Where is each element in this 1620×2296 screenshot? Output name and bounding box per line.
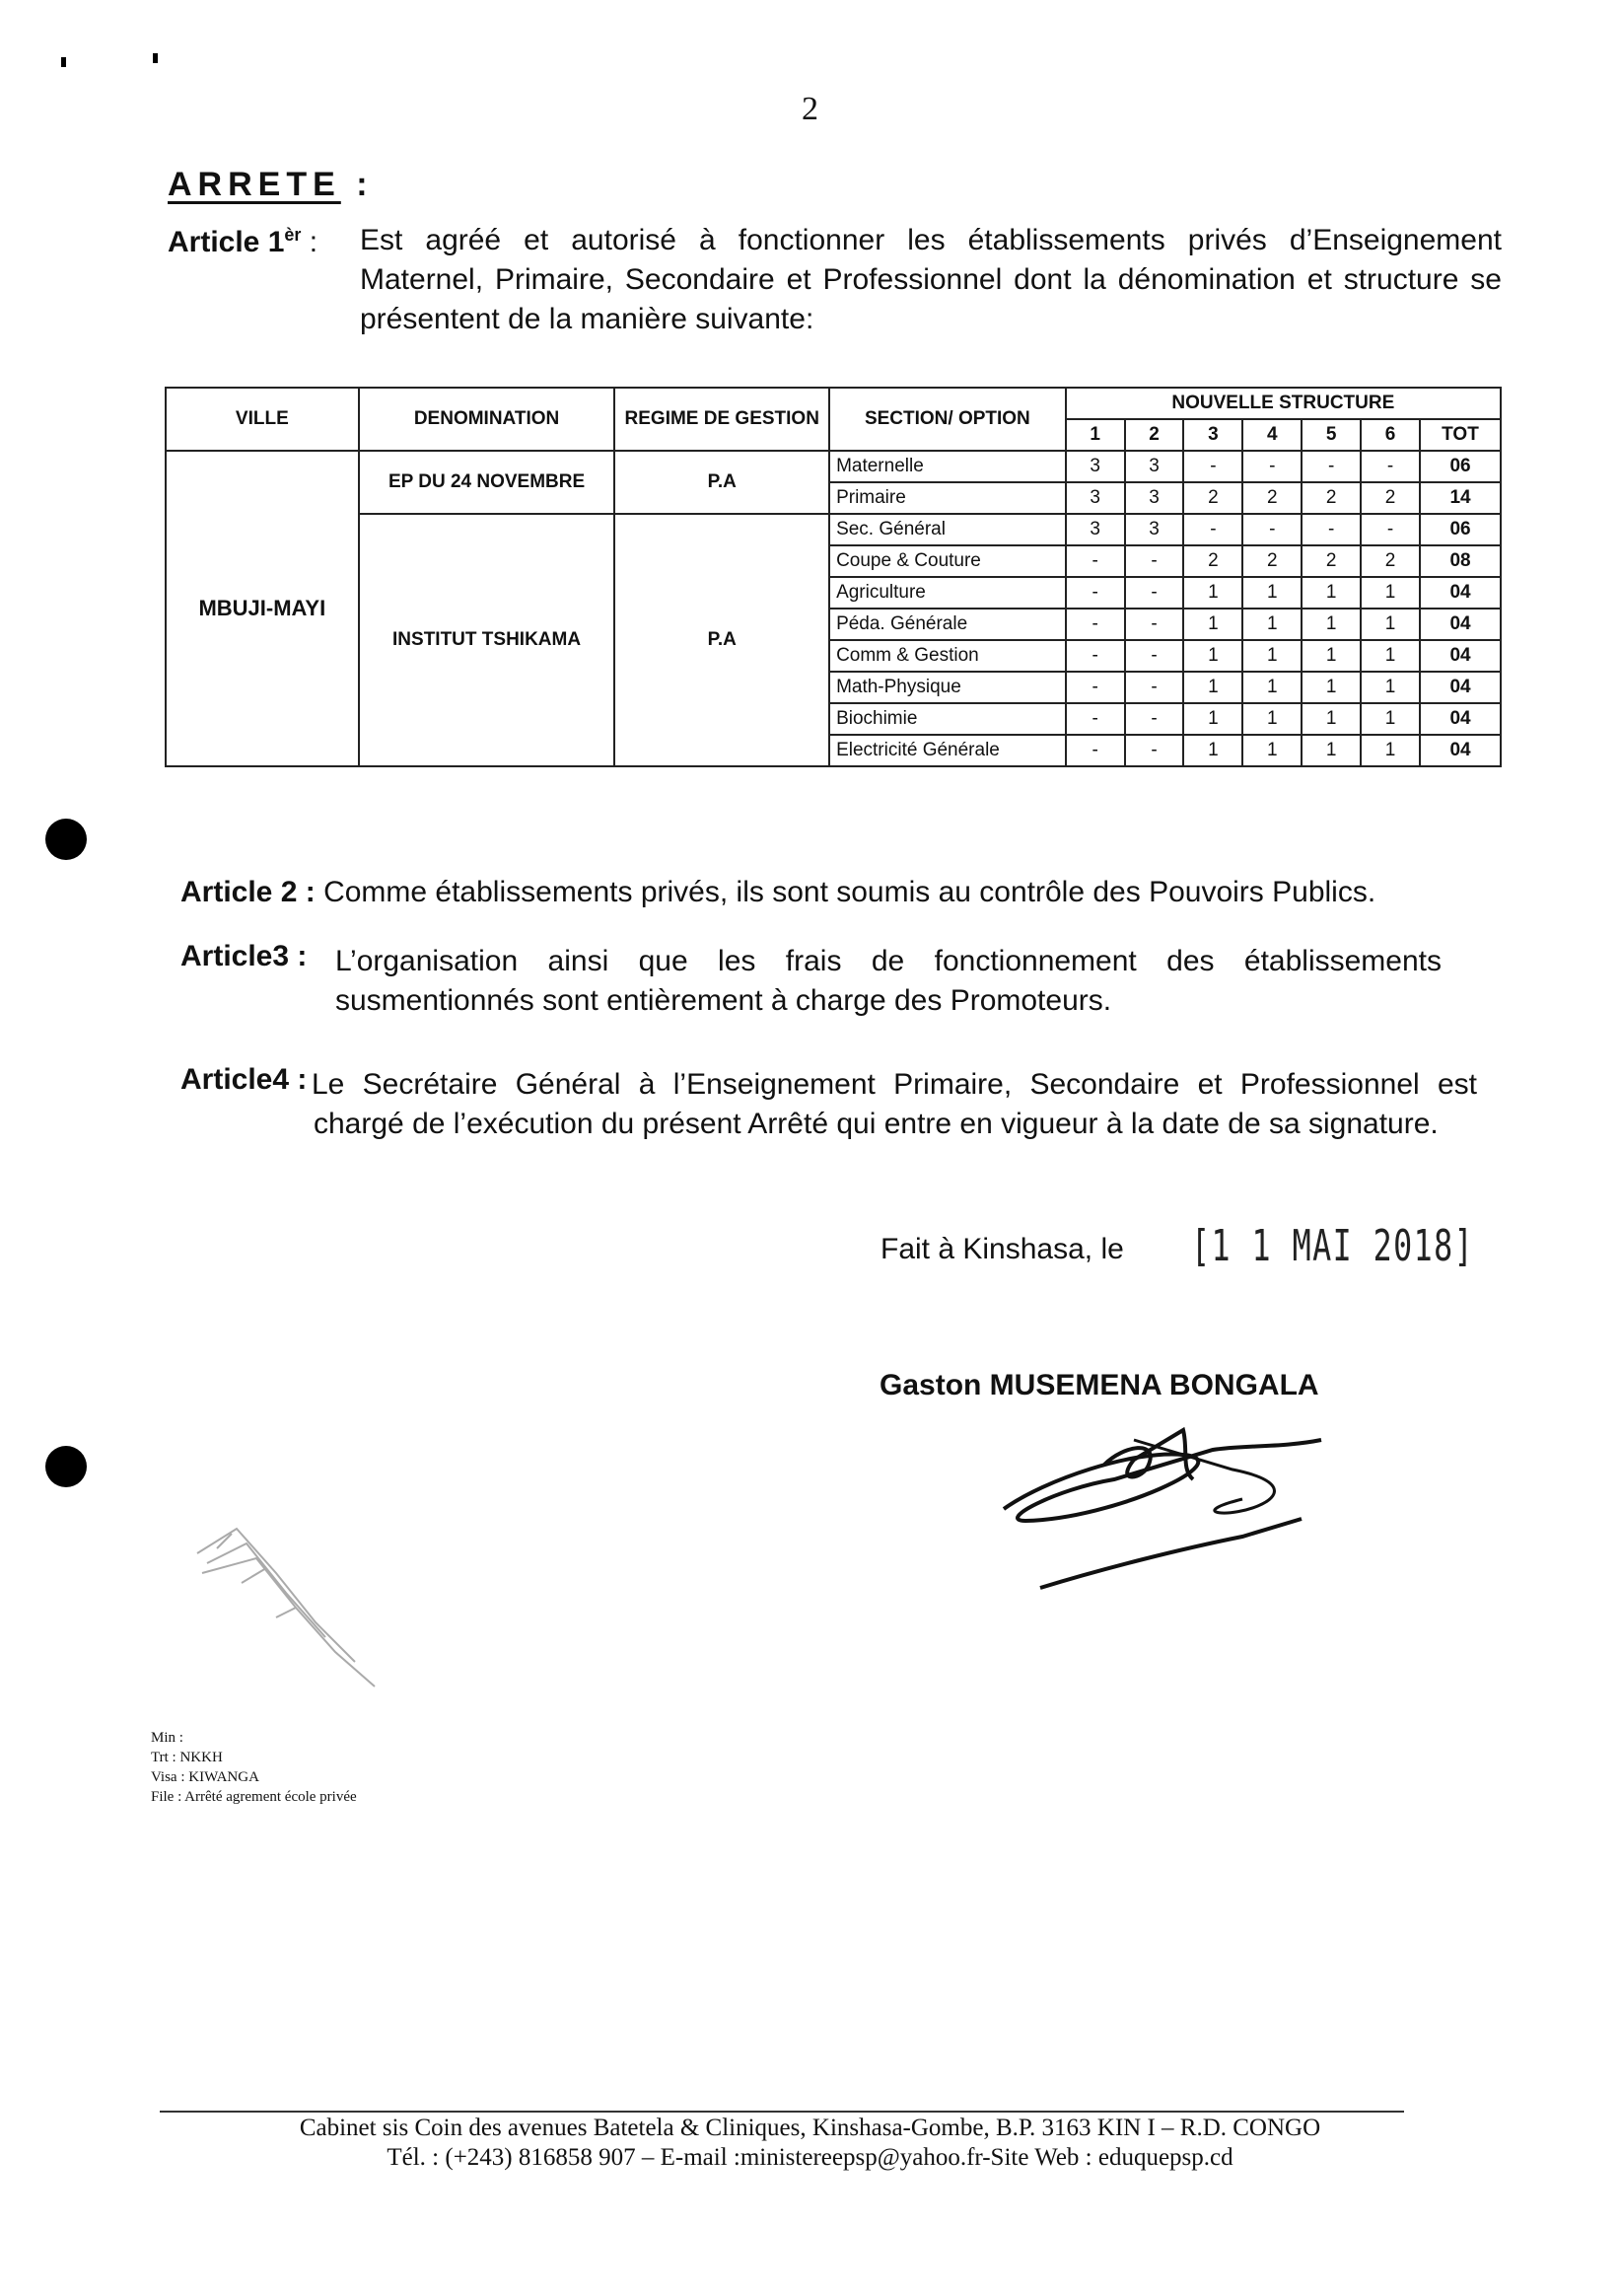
cell-school-regime: P.A [614, 514, 829, 766]
cell-value: 1 [1361, 672, 1420, 703]
cell-value: 1 [1361, 703, 1420, 735]
article-1-label [168, 215, 317, 262]
scan-speck [61, 57, 66, 67]
cell-value: - [1125, 609, 1184, 640]
cell-value: 3 [1125, 514, 1184, 545]
cell-value: - [1302, 514, 1361, 545]
ref-file: File : Arrêté agrement école privée [151, 1789, 357, 1805]
article-1-label-sep: : [301, 226, 318, 258]
cell-value: - [1361, 451, 1420, 482]
cell-value: 3 [1066, 482, 1125, 514]
cell-value: - [1066, 545, 1125, 577]
header-year-1: 1 [1066, 419, 1125, 451]
cell-value: - [1066, 609, 1125, 640]
cell-value: 1 [1183, 703, 1242, 735]
cell-value: 1 [1183, 577, 1242, 609]
article-2 [180, 873, 1502, 912]
cell-section: Primaire [829, 482, 1066, 514]
signature-scribble [986, 1410, 1361, 1608]
cell-school-regime: P.A [614, 451, 829, 514]
cell-total: 04 [1420, 735, 1501, 766]
cell-value: 1 [1183, 735, 1242, 766]
place-date [880, 1233, 1124, 1266]
cell-section: Maternelle [829, 451, 1066, 482]
cell-value: - [1066, 577, 1125, 609]
cell-value: 2 [1183, 545, 1242, 577]
signatory-name: Gaston MUSEMENA BONGALA [880, 1369, 1319, 1401]
cell-section: Comm & Gestion [829, 640, 1066, 672]
header-year-3: 3 [1183, 419, 1242, 451]
header-year-2: 2 [1125, 419, 1184, 451]
header-regime: REGIME DE GESTION [614, 388, 829, 451]
cell-value: 1 [1242, 735, 1302, 766]
cell-value: 1 [1183, 640, 1242, 672]
scan-speck [153, 53, 158, 63]
cell-section: Electricité Générale [829, 735, 1066, 766]
cell-value: 1 [1302, 672, 1361, 703]
footer-address: Cabinet sis Coin des avenues Batetela & Cliniques, Kinshasa-Gombe, B.P. 3163 KIN I – R.D. CONGO [299, 2115, 1321, 2141]
header-year-4: 4 [1242, 419, 1302, 451]
cell-value: - [1125, 545, 1184, 577]
cell-value: 2 [1242, 482, 1302, 514]
punch-hole-bottom [45, 1446, 87, 1487]
heading-word: ARRETE [168, 166, 341, 203]
cell-value: 2 [1361, 482, 1420, 514]
cell-value: - [1302, 451, 1361, 482]
cell-value: - [1066, 703, 1125, 735]
table-row [166, 514, 1501, 545]
cell-value: 1 [1361, 609, 1420, 640]
cell-value: 3 [1066, 451, 1125, 482]
ref-min: Min : [151, 1730, 183, 1746]
header-section: SECTION/ OPTION [829, 388, 1066, 451]
header-year-5: 5 [1302, 419, 1361, 451]
page-number: 2 [802, 91, 818, 127]
cell-total: 14 [1420, 482, 1501, 514]
cell-value: 1 [1242, 577, 1302, 609]
footer-contact: Tél. : (+243) 816858 907 – E-mail :ministereepsp@yahoo.fr-Site Web : eduquepsp.cd [387, 2144, 1233, 2171]
cell-value: - [1125, 703, 1184, 735]
cell-value: 1 [1242, 703, 1302, 735]
cell-value: 1 [1302, 735, 1361, 766]
article-4-label: Article4 : [180, 1063, 308, 1096]
cell-total: 06 [1420, 514, 1501, 545]
table-row [166, 451, 1501, 482]
cell-value: - [1242, 514, 1302, 545]
cell-section: Sec. Général [829, 514, 1066, 545]
cell-value: - [1066, 672, 1125, 703]
cell-value: 1 [1302, 640, 1361, 672]
article-3-label: Article3 : [180, 940, 308, 972]
cell-value: - [1183, 514, 1242, 545]
cell-value: - [1183, 451, 1242, 482]
cell-value: - [1066, 735, 1125, 766]
cell-total: 06 [1420, 451, 1501, 482]
cell-value: 1 [1361, 640, 1420, 672]
article-1-label-sup: èr [284, 225, 302, 245]
cell-value: 3 [1066, 514, 1125, 545]
references-block [151, 1728, 357, 1807]
article-1-text: Est agréé et autorisé à fonctionner les établissements privés d’Enseignement Maternel, Primaire, Secondaire et Professionnel dont la dénomination et structure se présentent de la manière suivante: [360, 224, 1502, 335]
cell-school-name: INSTITUT TSHIKAMA [359, 514, 615, 766]
cell-value: 1 [1361, 577, 1420, 609]
decree-heading [168, 166, 374, 204]
article-3-text: L’organisation ainsi que les frais de fonctionnement des établissements susmentionnés sont entièrement à charge des Promoteurs. [335, 945, 1442, 1017]
cell-total: 04 [1420, 672, 1501, 703]
cell-ville: MBUJI-MAYI [166, 451, 359, 766]
cell-value: 1 [1361, 735, 1420, 766]
cell-value: - [1066, 640, 1125, 672]
cell-value: 1 [1302, 703, 1361, 735]
date-stamp: [1 1 MAI 2018] [1191, 1221, 1475, 1271]
cell-section: Math-Physique [829, 672, 1066, 703]
cell-value: - [1125, 577, 1184, 609]
article-2-label: Article 2 : [180, 876, 316, 908]
heading-colon: : [340, 166, 374, 203]
cell-value: 1 [1242, 672, 1302, 703]
article-4-text [314, 1065, 1477, 1144]
cell-total: 04 [1420, 609, 1501, 640]
ref-visa: Visa : KIWANGA [151, 1769, 259, 1785]
cell-school-name: EP DU 24 NOVEMBRE [359, 451, 615, 514]
cell-section: Coupe & Couture [829, 545, 1066, 577]
cell-value: 1 [1302, 577, 1361, 609]
cell-value: 1 [1242, 609, 1302, 640]
header-year-6: 6 [1361, 419, 1420, 451]
header-ville: VILLE [166, 388, 359, 451]
punch-hole-top [45, 819, 87, 860]
cell-value: - [1125, 672, 1184, 703]
article-4-text-body: Le Secrétaire Général à l’Enseignement Primaire, Secondaire et Professionnel est chargé de l’exécution du présent Arrêté qui entre en vigueur à la date de sa signature. [312, 1068, 1477, 1140]
cell-total: 04 [1420, 577, 1501, 609]
cell-section: Péda. Générale [829, 609, 1066, 640]
header-nouvelle-structure: NOUVELLE STRUCTURE [1066, 388, 1501, 419]
cell-value: - [1361, 514, 1420, 545]
cell-value: - [1242, 451, 1302, 482]
cell-value: - [1125, 640, 1184, 672]
seal-imprint [177, 1514, 404, 1711]
cell-value: 2 [1183, 482, 1242, 514]
article-2-text: Comme établissements privés, ils sont soumis au contrôle des Pouvoirs Publics. [323, 876, 1376, 908]
header-total: TOT [1420, 419, 1501, 451]
cell-value: 2 [1361, 545, 1420, 577]
cell-section: Agriculture [829, 577, 1066, 609]
ref-trt: Trt : NKKH [151, 1750, 223, 1765]
cell-value: 3 [1125, 451, 1184, 482]
place-date-prefix: Fait à Kinshasa, le [880, 1233, 1124, 1265]
header-denomination: DENOMINATION [359, 388, 615, 451]
cell-value: 2 [1302, 545, 1361, 577]
cell-total: 04 [1420, 703, 1501, 735]
cell-total: 04 [1420, 640, 1501, 672]
cell-value: 1 [1183, 672, 1242, 703]
article-1-label-text: Article 1 [168, 226, 285, 258]
cell-value: 1 [1242, 640, 1302, 672]
cell-value: 2 [1242, 545, 1302, 577]
structure-table [165, 387, 1502, 767]
cell-value: - [1125, 735, 1184, 766]
cell-value: 1 [1302, 609, 1361, 640]
cell-total: 08 [1420, 545, 1501, 577]
cell-value: 3 [1125, 482, 1184, 514]
cell-section: Biochimie [829, 703, 1066, 735]
cell-value: 2 [1302, 482, 1361, 514]
cell-value: 1 [1183, 609, 1242, 640]
